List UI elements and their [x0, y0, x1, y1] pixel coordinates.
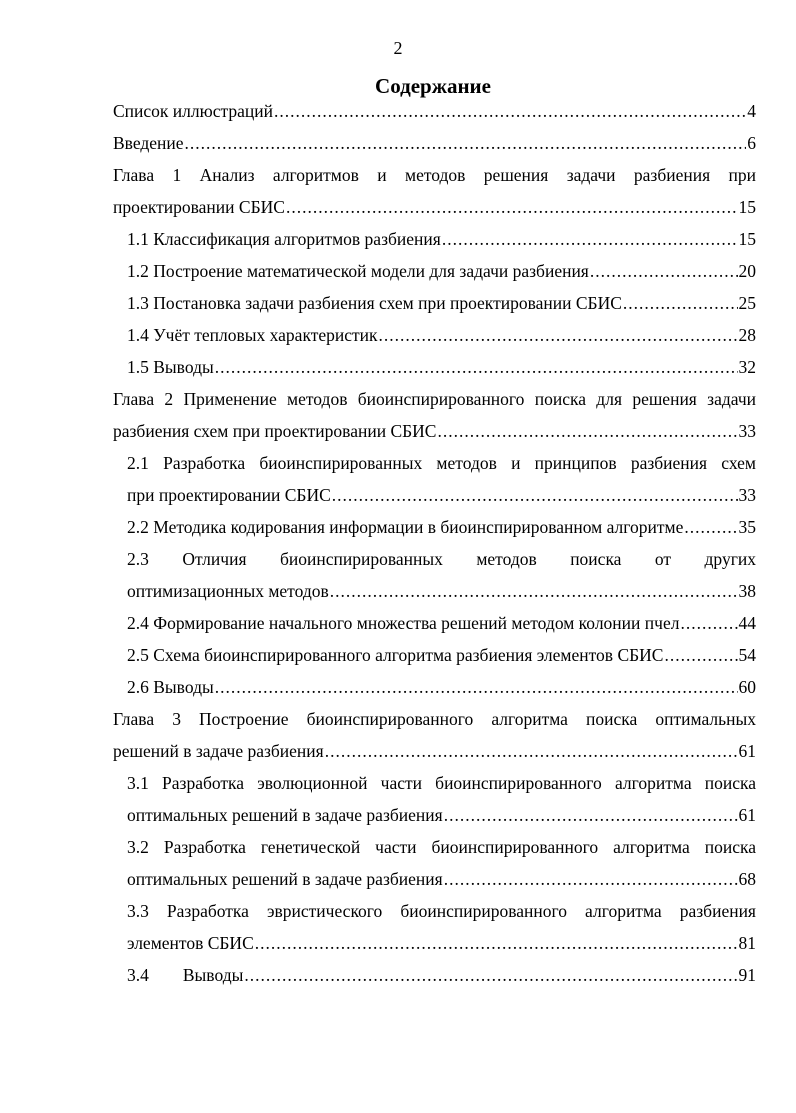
- toc-entry-3-1[interactable]: 3.1 Разработка эволюционной части биоинспирированного алгоритма поиска оптимальных решений в задаче разбиения ..... 61: [127, 767, 756, 831]
- toc-entry-1-2[interactable]: 1.2 Построение математической модели для задачи разбиения ..... 20: [127, 255, 756, 287]
- toc-page-number: 4: [747, 101, 756, 121]
- table-of-contents: [113, 95, 756, 991]
- toc-page-number: 81: [738, 933, 756, 953]
- toc-title: Содержание: [375, 74, 491, 98]
- toc-entry-2-4[interactable]: 2.4 Формирование начального множества решений методом колонии пчел ..... 44: [127, 607, 756, 639]
- toc-entry-3-4[interactable]: 3.4 Выводы ..... 91: [127, 959, 756, 991]
- toc-page-number: 60: [738, 677, 756, 697]
- toc-page-number: 44: [738, 613, 756, 633]
- toc-page-number: 54: [738, 645, 756, 665]
- toc-entry-chapter-2[interactable]: Глава 2 Применение методов биоинспирированного поиска для решения задачи разбиения схем при проектировании СБИС ..... 33: [113, 383, 756, 447]
- toc-page-number: 68: [738, 869, 756, 889]
- toc-page-number: 61: [738, 805, 756, 825]
- toc-entry-1-5[interactable]: 1.5 Выводы ..... 32: [127, 351, 756, 383]
- toc-entry-2-2[interactable]: 2.2 Методика кодирования информации в биоинспирированном алгоритме ..... 35: [127, 511, 756, 543]
- toc-page-number: 20: [738, 261, 756, 281]
- toc-page-number: 15: [738, 197, 756, 217]
- toc-entry-2-1[interactable]: 2.1 Разработка биоинспирированных методов и принципов разбиения схем при проектировании СБИС ..... 33: [127, 447, 756, 511]
- toc-page-number: 32: [738, 357, 756, 377]
- toc-entry-3-3[interactable]: 3.3 Разработка эвристического биоинспирированного алгоритма разбиения элементов СБИС ..... 81: [127, 895, 756, 959]
- toc-entry-list-of-illustrations[interactable]: Список иллюстраций ..... 4: [113, 95, 756, 127]
- toc-page-number: 35: [738, 517, 756, 537]
- toc-entry-1-3[interactable]: 1.3 Постановка задачи разбиения схем при проектировании СБИС ..... 25: [127, 287, 756, 319]
- toc-page-number: 91: [738, 965, 756, 985]
- toc-entry-3-2[interactable]: 3.2 Разработка генетической части биоинспирированного алгоритма поиска оптимальных решений в задаче разбиения ..... 68: [127, 831, 756, 895]
- toc-entry-introduction[interactable]: Введение ..... 6: [113, 127, 756, 159]
- toc-entry-chapter-3[interactable]: Глава 3 Построение биоинспирированного алгоритма поиска оптимальных решений в задаче разбиения ..... 61: [113, 703, 756, 767]
- toc-entry-1-1[interactable]: 1.1 Классификация алгоритмов разбиения ..... 15: [127, 223, 756, 255]
- toc-section-number: 3.4: [127, 965, 149, 985]
- toc-entry-2-6[interactable]: 2.6 Выводы ..... 60: [127, 671, 756, 703]
- page-number: 2: [393, 38, 403, 58]
- toc-page-number: 33: [738, 421, 756, 441]
- toc-page-number: 25: [738, 293, 756, 313]
- toc-page-number: 6: [747, 133, 756, 153]
- toc-page-number: 28: [738, 325, 756, 345]
- toc-page-number: 61: [738, 741, 756, 761]
- toc-entry-2-3[interactable]: 2.3 Отличия биоинспирированных методов поиска от других оптимизационных методов ..... 38: [127, 543, 756, 607]
- toc-page-number: 15: [738, 229, 756, 249]
- toc-entry-chapter-1[interactable]: Глава 1 Анализ алгоритмов и методов решения задачи разбиения при проектировании СБИС ..... 15: [113, 159, 756, 223]
- toc-page-number: 33: [738, 485, 756, 505]
- toc-entry-1-4[interactable]: 1.4 Учёт тепловых характеристик ..... 28: [127, 319, 756, 351]
- toc-entry-2-5[interactable]: 2.5 Схема биоинспирированного алгоритма разбиения элементов СБИС ..... 54: [127, 639, 756, 671]
- toc-page-number: 38: [738, 581, 756, 601]
